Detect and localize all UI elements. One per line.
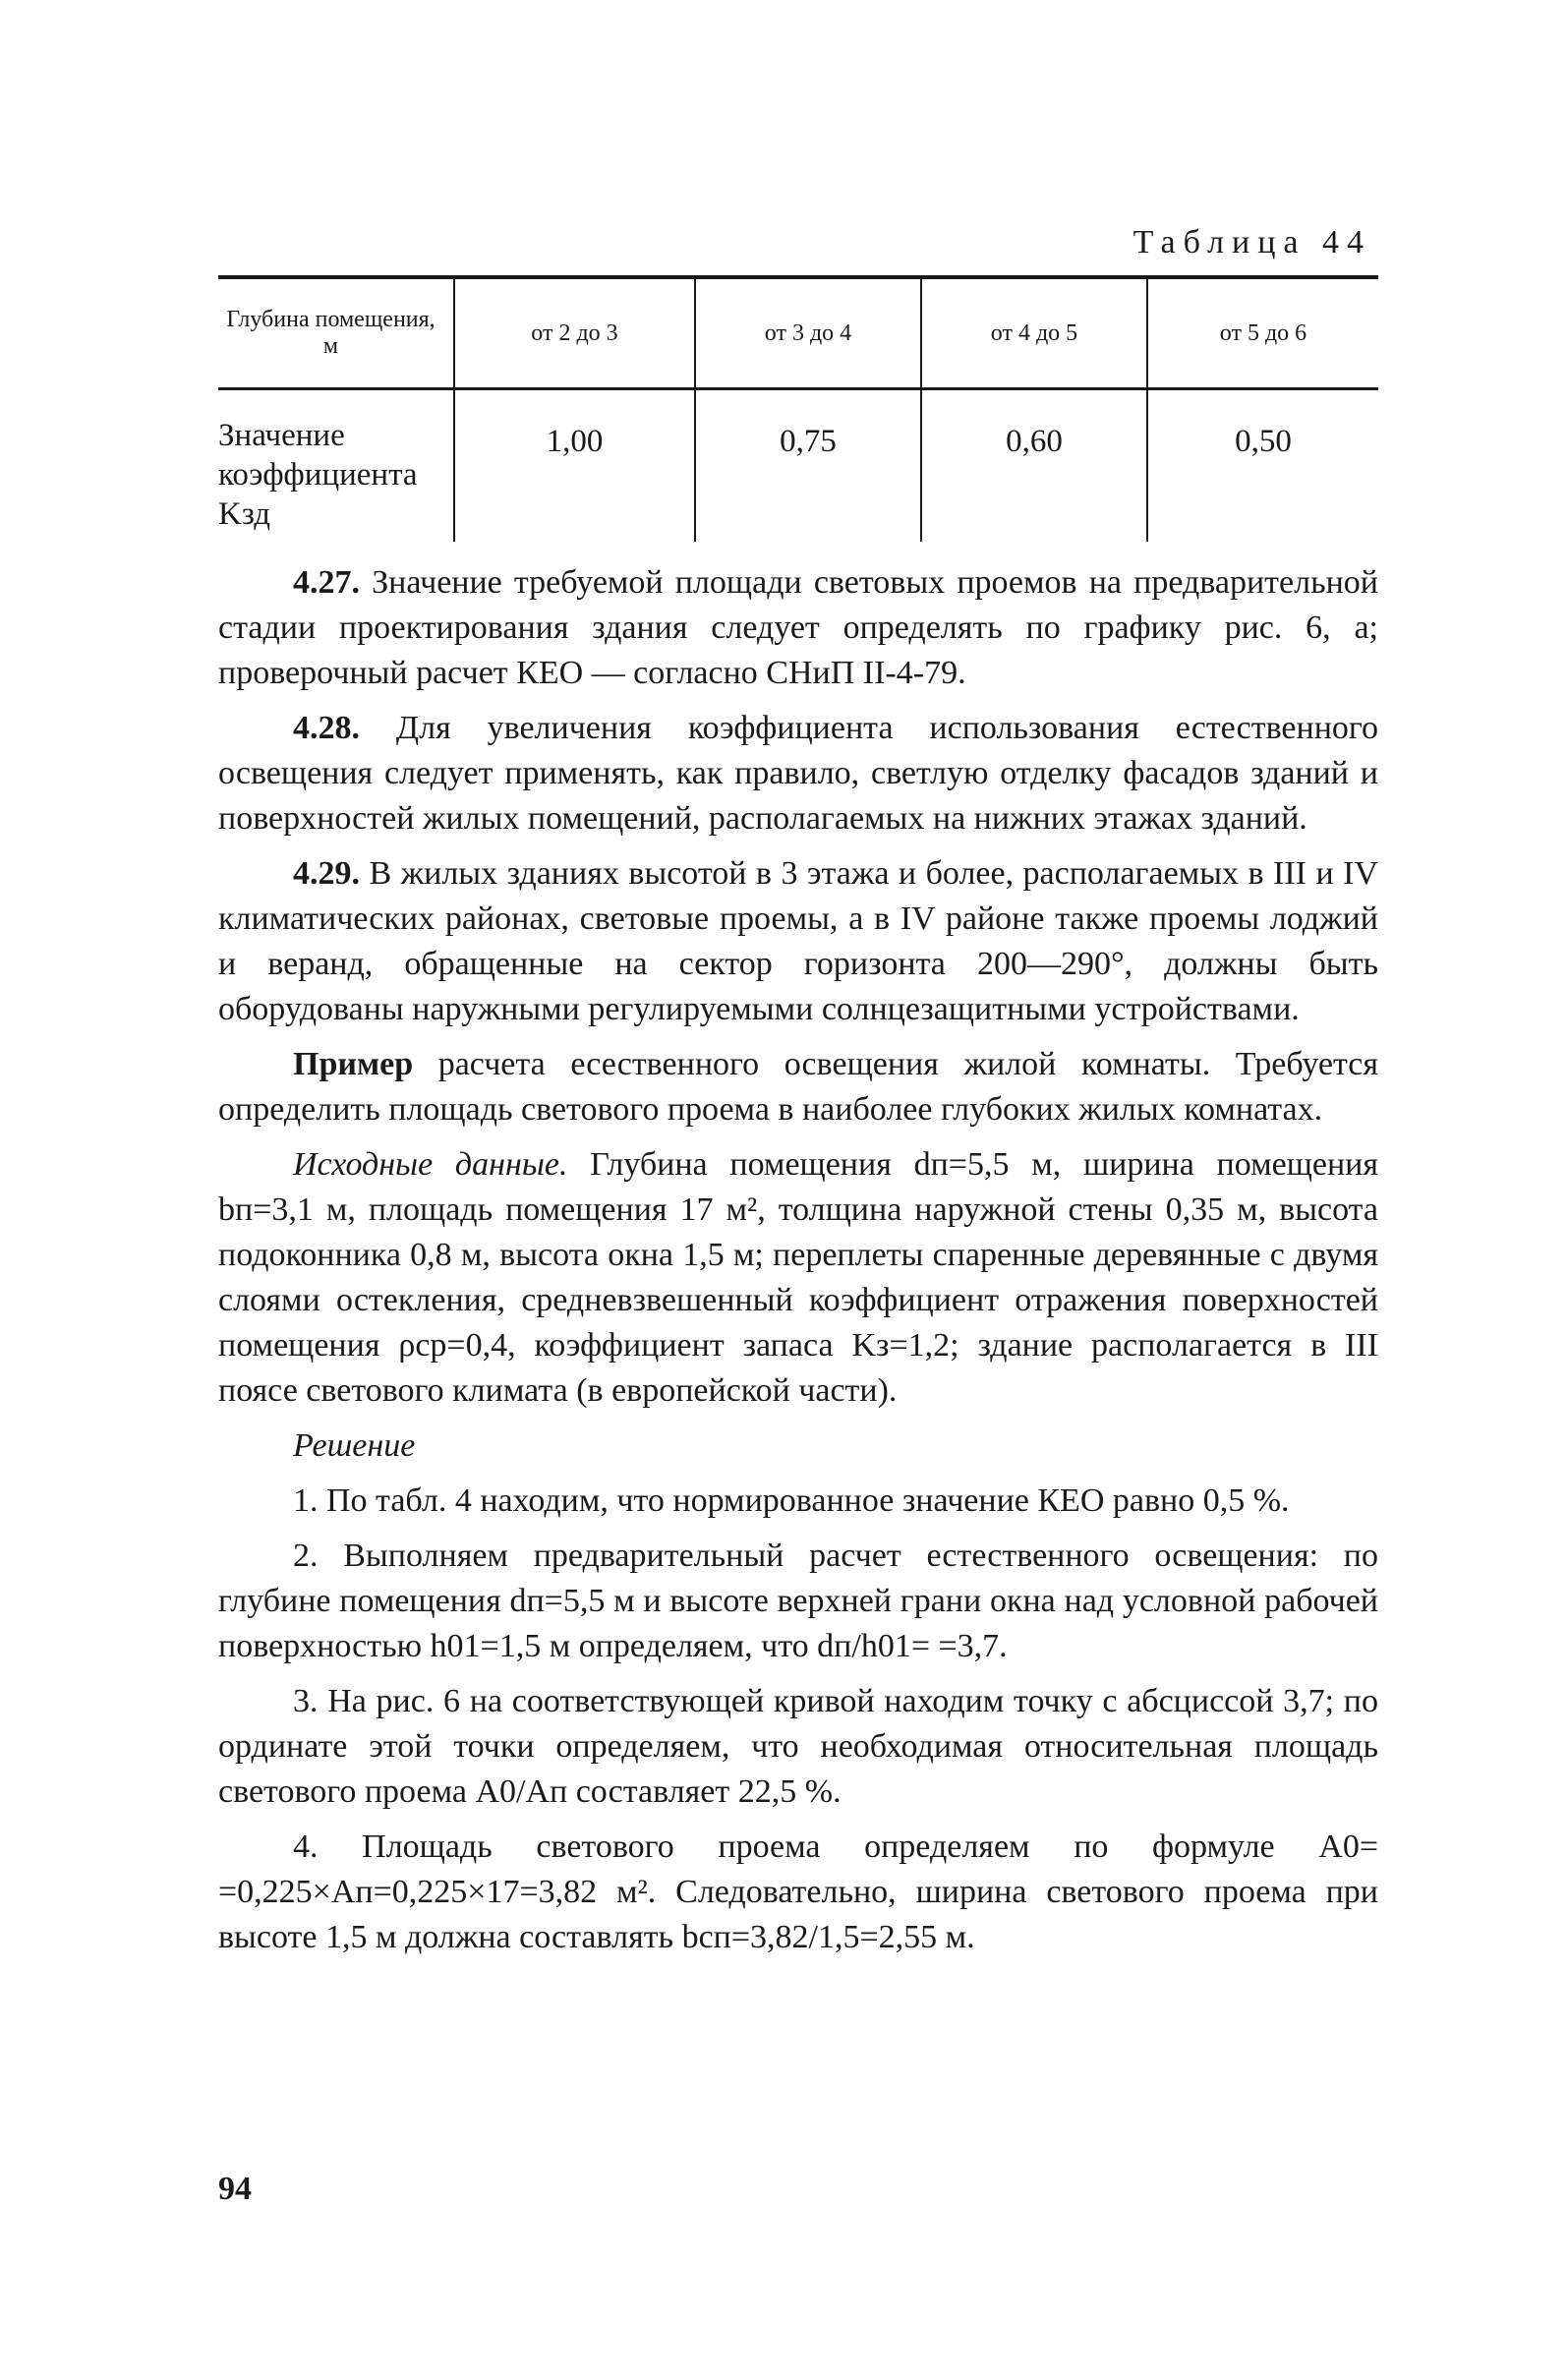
source-data-lead: Исходные данные. <box>293 1146 568 1183</box>
paragraph-4-27 <box>218 560 1378 696</box>
table-row <box>218 389 1378 543</box>
clause-text: Значение требуемой площади световых проемов на предварительной стадии проектирования здания следует определять по графику рис. 6, а; проверочный расчет КЕО — согласно СНиП II-4-79. <box>218 564 1378 691</box>
example-paragraph <box>218 1042 1378 1132</box>
table-header-cell: от 5 до 6 <box>1147 277 1378 389</box>
table-row-label: Значение коэффициента Kзд <box>218 418 418 532</box>
table-header-cell: Глубина помещения, м <box>226 307 436 359</box>
solution-step-2: 2. Выполняем предварительный расчет естественного освещения: по глубине помещения dп=5,5 м и высоте верхней грани окна над условной рабочей поверхностью h01=1,5 м определяем, что dп/h01= =3,7. <box>218 1538 1378 1664</box>
table-cell: 0,50 <box>1147 389 1378 543</box>
paragraph-4-28 <box>218 706 1378 842</box>
solution-step-4: 4. Площадь светового проема определяем по формуле A0= =0,225×Aп=0,225×17=3,82 м². Следовательно, ширина светового проема при высоте 1,5 м должна составлять bсп=3,82/1,5=2,55 м. <box>218 1829 1378 1955</box>
clause-text: В жилых зданиях высотой в 3 этажа и более, располагаемых в III и IV климатических районах, световые проемы, а в IV районе также проемы лоджий и веранд, обращенные на сектор горизонта 200—290°, должны быть оборудованы наружными регулируемыми солнцезащитными устройствами. <box>218 855 1378 1027</box>
clause-number: 4.29. <box>293 855 360 892</box>
clause-text: Для увеличения коэффициента использования естественного освещения следует применять, как правило, светлую отделку фасадов зданий и поверхностей жилых помещений, располагаемых на нижних этажах зданий. <box>218 710 1379 837</box>
table-header-cell: от 2 до 3 <box>454 277 695 389</box>
table-header-row <box>218 277 1378 389</box>
coefficient-table <box>218 275 1378 542</box>
table-header-cell: от 3 до 4 <box>695 277 921 389</box>
page-number: 94 <box>218 2171 252 2207</box>
solution-step-1: 1. По табл. 4 находим, что нормированное значение КЕО равно 0,5 %. <box>293 1482 1290 1519</box>
table-cell: 1,00 <box>454 389 695 543</box>
example-text: расчета есественного освещения жилой комнаты. Требуется определить площадь светового проема в наиболее глубоких жилых комнатах. <box>218 1046 1378 1128</box>
table-header-cell: от 4 до 5 <box>921 277 1147 389</box>
body-text <box>218 560 1378 1970</box>
solution-heading: Решение <box>293 1427 416 1464</box>
source-data-paragraph <box>218 1142 1378 1414</box>
table-caption: Таблица 44 <box>1132 224 1371 261</box>
table-cell: 0,60 <box>921 389 1147 543</box>
table-cell: 0,75 <box>695 389 921 543</box>
solution-step-3: 3. На рис. 6 на соответствующей кривой находим точку с абсциссой 3,7; по ординате этой точки определяем, что необходимая относительная площадь светового проема A0/Aп составляет 22,5 %. <box>218 1683 1378 1810</box>
example-lead: Пример <box>293 1046 414 1082</box>
paragraph-4-29 <box>218 851 1378 1032</box>
clause-number: 4.27. <box>293 564 360 601</box>
clause-number: 4.28. <box>293 710 360 746</box>
source-data-text: Глубина помещения dп=5,5 м, ширина помещения bп=3,1 м, площадь помещения 17 м², толщина наружной стены 0,35 м, высота подоконника 0,8 м, высота окна 1,5 м; переплеты спаренные деревянные с двумя слоями остекления, средневзвешенный коэффициент отражения поверхностей помещения ρср=0,4, коэффициент запаса Kз=1,2; здание располагается в III поясе светового климата (в европейской части). <box>218 1146 1379 1409</box>
